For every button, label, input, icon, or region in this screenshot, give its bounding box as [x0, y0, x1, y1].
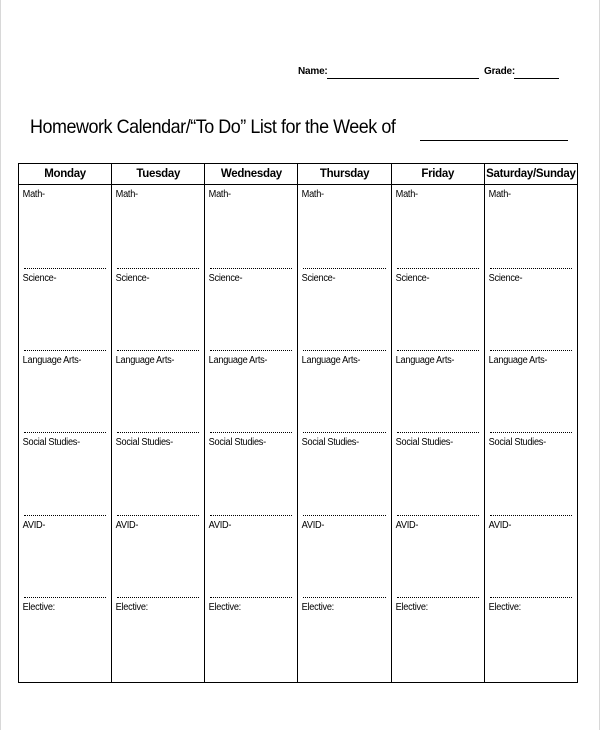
subject-label: Science-	[208, 273, 243, 285]
day-header-weekend: Saturday/Sunday	[484, 164, 577, 185]
subject-row-avid	[19, 516, 578, 598]
grade-blank-field[interactable]	[514, 78, 559, 79]
calendar-cell[interactable]	[205, 351, 298, 433]
calendar-cell[interactable]	[391, 269, 484, 351]
day-header-monday: Monday	[19, 164, 112, 185]
subject-row-math	[19, 185, 578, 270]
homework-calendar-table	[18, 163, 578, 683]
page-title: Homework Calendar/“To Do” List for the Week of	[30, 116, 396, 138]
subject-label: Math-	[208, 189, 232, 200]
calendar-cell[interactable]	[298, 351, 391, 433]
name-blank-field[interactable]	[327, 78, 479, 79]
calendar-cell[interactable]	[298, 185, 391, 270]
calendar-cell[interactable]	[298, 598, 391, 683]
calendar-cell[interactable]	[112, 598, 205, 683]
subject-label: Social Studies-	[22, 437, 80, 449]
subject-label: Social Studies-	[488, 437, 546, 449]
calendar-cell[interactable]	[205, 185, 298, 270]
subject-row-language-arts	[19, 351, 578, 433]
calendar-cell[interactable]	[391, 185, 484, 270]
calendar-cell[interactable]	[112, 516, 205, 598]
subject-label: Language Arts-	[488, 355, 548, 367]
subject-label: Science-	[395, 273, 429, 285]
subject-label: Math-	[302, 189, 325, 200]
subject-label: Language Arts-	[302, 355, 361, 367]
calendar-cell[interactable]	[19, 433, 112, 515]
subject-label: Math-	[22, 189, 45, 200]
calendar-cell[interactable]	[391, 433, 484, 515]
calendar-cell[interactable]	[484, 269, 577, 351]
subject-label: Social Studies-	[208, 437, 267, 449]
subject-label: AVID-	[488, 519, 511, 531]
day-header-wednesday: Wednesday	[205, 164, 298, 185]
subject-label: AVID-	[395, 519, 418, 531]
calendar-cell[interactable]	[298, 269, 391, 351]
subject-label: Math-	[115, 189, 138, 200]
subject-label: Language Arts-	[208, 355, 268, 367]
subject-label: Math-	[395, 189, 418, 200]
subject-label: Language Arts-	[22, 355, 82, 367]
grade-label: Grade:	[484, 66, 516, 77]
subject-label: AVID-	[22, 519, 46, 531]
subject-label: Elective:	[488, 601, 521, 613]
day-header-row	[19, 164, 578, 185]
subject-label: Science-	[302, 273, 336, 285]
calendar-cell[interactable]	[484, 185, 577, 270]
subject-label: AVID-	[208, 519, 232, 531]
calendar-cell[interactable]	[298, 433, 391, 515]
subject-label: Elective:	[302, 601, 335, 613]
subject-label: Science-	[22, 273, 57, 285]
subject-label: Elective:	[22, 601, 55, 613]
calendar-cell[interactable]	[112, 269, 205, 351]
subject-label: Science-	[488, 273, 523, 285]
subject-label: Elective:	[115, 601, 149, 613]
subject-label: Elective:	[395, 601, 428, 613]
week-blank-field[interactable]	[420, 140, 568, 141]
calendar-cell[interactable]	[391, 516, 484, 598]
calendar-cell[interactable]	[205, 269, 298, 351]
subject-label: AVID-	[302, 519, 325, 531]
calendar-cell[interactable]	[205, 433, 298, 515]
calendar-cell[interactable]	[19, 351, 112, 433]
subject-label: Language Arts-	[395, 355, 454, 367]
subject-row-science	[19, 269, 578, 351]
day-header-friday: Friday	[391, 164, 484, 185]
calendar-cell[interactable]	[298, 516, 391, 598]
calendar-cell[interactable]	[205, 598, 298, 683]
name-label: Name:	[298, 66, 328, 77]
subject-label: Social Studies-	[395, 437, 453, 449]
calendar-cell[interactable]	[484, 516, 577, 598]
calendar-cell[interactable]	[484, 351, 577, 433]
day-header-tuesday: Tuesday	[112, 164, 205, 185]
calendar-cell[interactable]	[112, 185, 205, 270]
subject-label: Social Studies-	[115, 437, 174, 449]
calendar-cell[interactable]	[19, 269, 112, 351]
day-header-thursday: Thursday	[298, 164, 391, 185]
calendar-cell[interactable]	[112, 351, 205, 433]
calendar-cell[interactable]	[19, 598, 112, 683]
subject-row-social-studies	[19, 433, 578, 515]
calendar-cell[interactable]	[391, 598, 484, 683]
subject-row-elective	[19, 598, 578, 683]
calendar-cell[interactable]	[391, 351, 484, 433]
subject-label: Language Arts-	[115, 355, 175, 367]
subject-label: Math-	[488, 189, 511, 200]
calendar-cell[interactable]	[205, 516, 298, 598]
subject-label: Social Studies-	[302, 437, 360, 449]
calendar-cell[interactable]	[484, 433, 577, 515]
calendar-cell[interactable]	[19, 185, 112, 270]
subject-label: Elective:	[208, 601, 242, 613]
calendar-cell[interactable]	[19, 516, 112, 598]
subject-label: Science-	[115, 273, 150, 285]
calendar-cell[interactable]	[112, 433, 205, 515]
calendar-cell[interactable]	[484, 598, 577, 683]
subject-label: AVID-	[115, 519, 139, 531]
